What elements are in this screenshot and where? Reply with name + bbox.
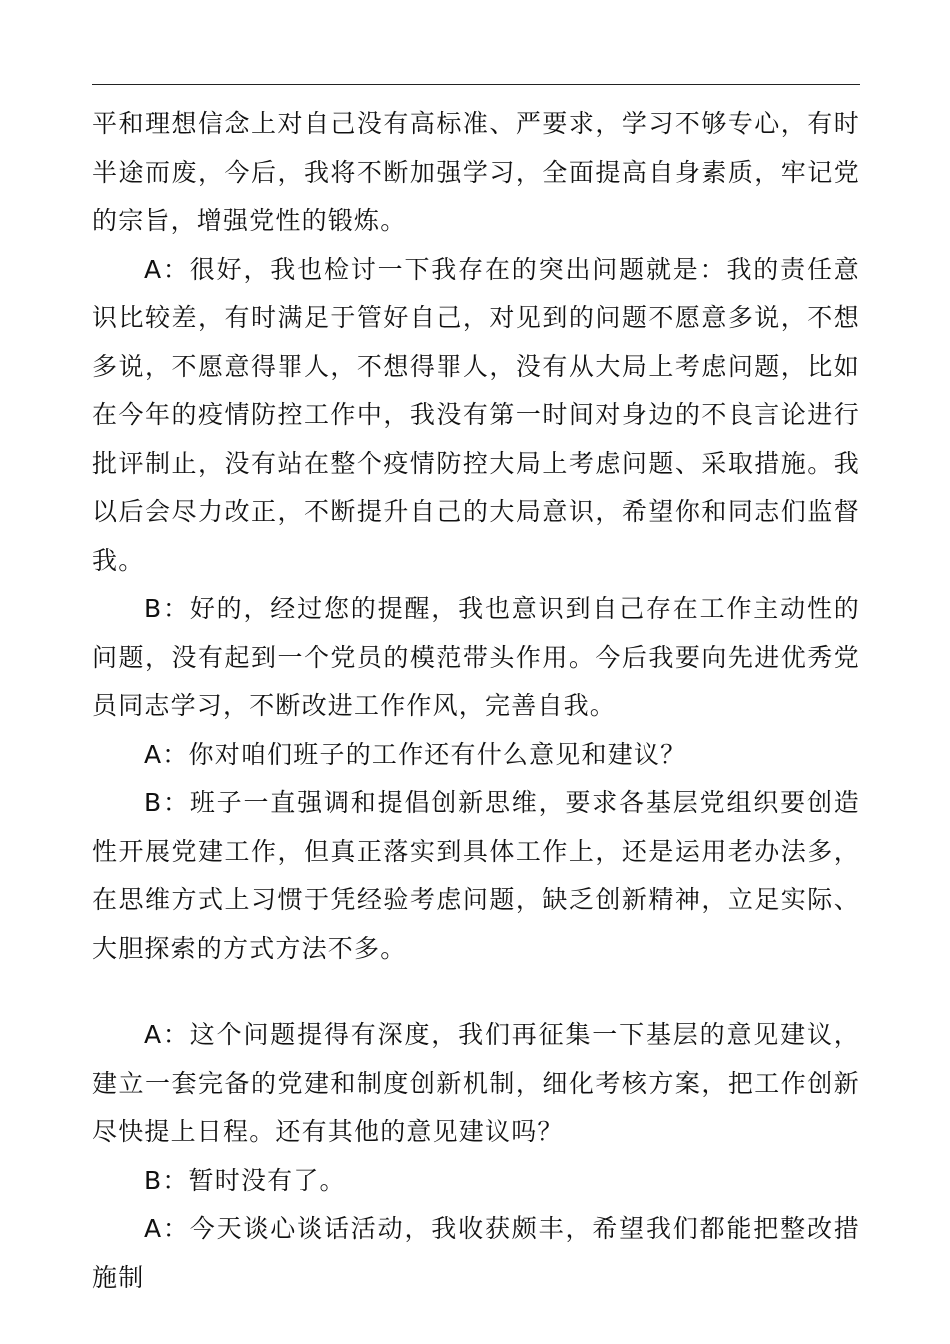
paragraph-continued: 平和理想信念上对自己没有高标准、严要求，学习不够专心，有时半途而废，今后，我将不断加强学习，全面提高自身素质，牢记党的宗旨，增强党性的锻炼。 (92, 109, 860, 235)
paragraph-a-self-criticism: A：很好，我也检讨一下我存在的突出问题就是：我的责任意识比较差，有时满足于管好自己，对见到的问题不愿意多说，不想多说，不愿意得罪人，不想得罪人，没有从大局上考虑问题，比如在今年的疫情防控工作中，我没有第一时间对身边的不良言论进行批评制止，没有站在整个疫情防控大局上考虑问题、采取措施。我以后会尽力改正，不断提升自己的大局意识，希望你和同志们监督我。 (92, 254, 860, 575)
header-rule (92, 84, 860, 85)
paragraph-gap (92, 973, 860, 1011)
paragraph-a-question: A：你对咱们班子的工作还有什么意见和建议？ (144, 739, 687, 769)
paragraph-b-none: B：暂时没有了。 (144, 1165, 346, 1195)
paragraph-a-closing: A：今天谈心谈话活动，我收获颇丰，希望我们都能把整改措施制 (92, 1214, 860, 1292)
paragraph-b-response: B：好的，经过您的提醒，我也意识到自己存在工作主动性的问题，没有起到一个党员的模范带头作用。今后我要向先进优秀党员同志学习，不断改进工作作风，完善自我。 (92, 594, 860, 720)
paragraph-b-suggestion: B：班子一直强调和提倡创新思维，要求各基层党组织要创造性开展党建工作，但真正落实到具体工作上，还是运用老办法多，在思维方式上习惯于凭经验考虑问题，缺乏创新精神，立足实际、大胆探索的方式方法不多。 (92, 788, 860, 963)
paragraph-a-followup: A：这个问题提得有深度，我们再征集一下基层的意见建议，建立一套完备的党建和制度创新机制，细化考核方案，把工作创新尽快提上日程。还有其他的意见建议吗？ (92, 1020, 860, 1146)
document-body (92, 100, 860, 1302)
